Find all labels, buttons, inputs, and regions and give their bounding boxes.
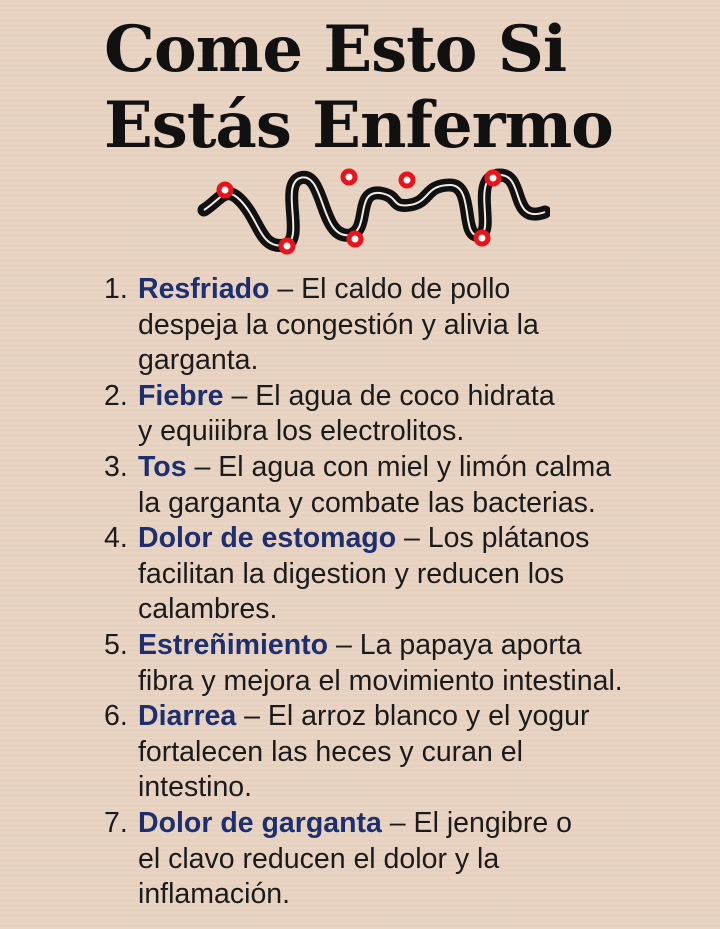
item-description: calambres. xyxy=(138,593,278,626)
marker-dot xyxy=(476,232,488,244)
item-line xyxy=(138,806,623,842)
item-description: – El agua con miel y limón calma xyxy=(186,450,612,483)
item-description: – El agua de coco hidrata xyxy=(223,379,555,412)
marker-dot xyxy=(343,171,355,183)
item-term: Fiebre xyxy=(138,379,224,412)
item-description: facilitan la digestion y reducen los xyxy=(138,557,565,590)
item-term: Estreñimiento xyxy=(138,628,329,661)
item-term: Dolor de garganta xyxy=(138,806,382,839)
item-number: 4. xyxy=(104,522,128,555)
list-item xyxy=(104,272,623,379)
marker-dot xyxy=(349,233,361,245)
item-line xyxy=(138,379,623,415)
item-line xyxy=(138,735,623,771)
item-number: 3. xyxy=(104,450,128,483)
list-item xyxy=(104,450,623,521)
item-term: Tos xyxy=(138,450,187,483)
item-line xyxy=(138,521,623,557)
item-number: 5. xyxy=(104,628,128,661)
item-description: garganta. xyxy=(138,344,259,377)
title-line-1: Come Esto Si xyxy=(104,12,567,87)
marker-dot xyxy=(401,174,413,186)
winding-road-icon xyxy=(190,160,550,260)
item-line xyxy=(138,842,623,878)
item-term: Dolor de estomago xyxy=(138,522,397,555)
page-title xyxy=(104,12,613,164)
item-line xyxy=(138,664,623,700)
title-line-2: Estás Enfermo xyxy=(104,88,613,163)
item-description: – El arroz blanco y el yogur xyxy=(236,700,590,733)
marker-dot xyxy=(219,184,231,196)
item-term: Resfriado xyxy=(138,273,270,305)
item-line xyxy=(138,770,623,806)
item-description: y equiiibra los electrolitos. xyxy=(138,415,465,448)
item-description: el clavo reducen el dolor y la xyxy=(138,842,500,875)
remedies-list xyxy=(104,272,623,913)
item-description: fibra y mejora el movimiento intestinal. xyxy=(138,664,623,697)
item-description: – El caldo de pollo xyxy=(269,273,511,305)
item-line xyxy=(138,308,623,344)
marker-dot xyxy=(281,240,293,252)
item-description: la garganta y combate las bacterias. xyxy=(138,486,596,519)
item-number: 2. xyxy=(104,379,128,412)
list-item xyxy=(104,628,623,699)
item-description: inflamación. xyxy=(138,878,291,911)
item-number: 6. xyxy=(104,700,128,733)
item-description: – Los plátanos xyxy=(396,522,590,555)
item-description: despeja la congestión y alivia la xyxy=(138,308,539,341)
list-item xyxy=(104,379,623,450)
item-line xyxy=(138,343,623,379)
item-description: – La papaya aporta xyxy=(328,628,582,661)
item-line xyxy=(138,414,623,450)
item-line xyxy=(138,592,623,628)
item-number: 1. xyxy=(104,273,128,305)
item-line xyxy=(138,877,623,913)
item-description: intestino. xyxy=(138,771,253,804)
list-item xyxy=(104,699,623,806)
item-line xyxy=(138,450,623,486)
item-description: fortalecen las heces y curan el xyxy=(138,735,523,768)
list-item xyxy=(104,521,623,628)
item-line xyxy=(138,699,623,735)
item-line xyxy=(138,628,623,664)
marker-dot xyxy=(487,172,499,184)
list-item xyxy=(104,806,623,913)
item-line xyxy=(138,557,623,593)
item-line xyxy=(138,272,623,308)
item-number: 7. xyxy=(104,806,128,839)
item-term: Diarrea xyxy=(138,700,237,733)
item-description: – El jengibre o xyxy=(381,806,572,839)
item-line xyxy=(138,486,623,522)
